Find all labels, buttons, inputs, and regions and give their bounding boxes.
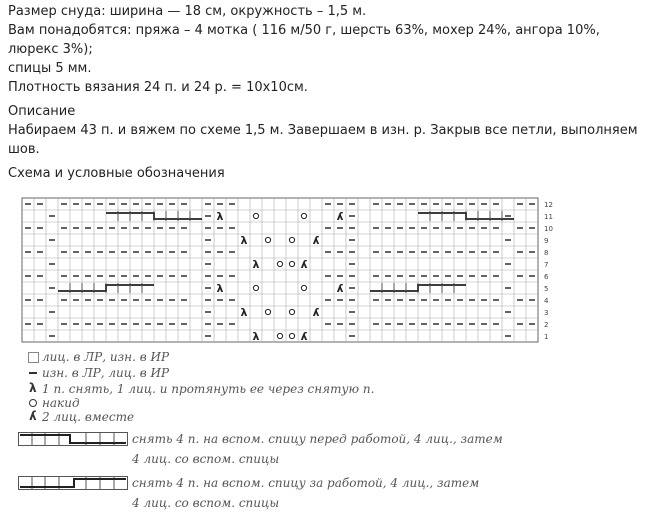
description-heading: Описание: [8, 104, 76, 119]
legend-circle-text: накид: [42, 396, 80, 410]
k2tog-stitch: λ: [336, 282, 344, 295]
skp-stitch: λ: [216, 210, 224, 223]
size-text: Размер снуда: ширина — 18 см, окружность – 1,5 м.: [8, 4, 367, 19]
scheme-heading: Схема и условные обозначения: [8, 166, 225, 181]
k2tog-stitch: λ: [312, 306, 320, 319]
k2tog-stitch: λ: [300, 258, 308, 271]
skp-stitch: λ: [216, 282, 224, 295]
legend-cable-front-line1: снять 4 п. на вспом. спицу перед работой, 4 лиц., затем: [132, 432, 503, 446]
row-number: 6: [544, 273, 549, 281]
row-number: 10: [544, 225, 553, 233]
skp-stitch: λ: [252, 258, 260, 271]
row-number: 7: [544, 261, 549, 269]
together-icon: λ: [29, 409, 37, 423]
description-line2: шов.: [8, 142, 40, 157]
description-line1: Набираем 43 п. и вяжем по схеме 1,5 м. Завершаем в изн. р. Закрыв все петли, выполняем: [8, 123, 638, 138]
yarn-text-line1: Вам понадобятся: пряжа – 4 мотка ( 116 м/50 г, шерсть 63%, мохер 24%, ангора 10%,: [8, 23, 600, 38]
skp-stitch: λ: [240, 306, 248, 319]
legend-dash-text: изн. в ЛР, лиц. в ИР: [42, 366, 170, 380]
legend-together-text: 2 лиц. вместе: [42, 410, 135, 424]
row-number: 1: [544, 333, 549, 341]
cable-front-icon: [18, 432, 128, 446]
row-number: 9: [544, 237, 549, 245]
legend-cable-back-line1: снять 4 п. на вспом. спицу за работой, 4 лиц., затем: [132, 476, 480, 490]
k2tog-stitch: λ: [312, 234, 320, 247]
row-number: 5: [544, 285, 549, 293]
legend-cable-front-line2: 4 лиц. со вспом. спицы: [132, 452, 280, 466]
dash-icon: [29, 372, 37, 374]
k2tog-stitch: λ: [300, 330, 308, 343]
needles-text: спицы 5 мм.: [8, 61, 92, 76]
density-text: Плотность вязания 24 п. и 24 р. = 10х10см.: [8, 80, 308, 95]
row-number: 8: [544, 249, 549, 257]
legend-blank-text: лиц. в ЛР, изн. в ИР: [42, 350, 170, 364]
lambda-icon: λ: [29, 381, 37, 395]
skp-stitch: λ: [240, 234, 248, 247]
legend-lambda-text: 1 п. снять, 1 лиц. и протянуть ее через снятую п.: [42, 382, 375, 396]
row-number: 11: [544, 213, 553, 221]
legend-cable-back-line2: 4 лиц. со вспом. спицы: [132, 496, 280, 510]
blank-square-icon: [28, 352, 39, 363]
knitting-chart: [20, 196, 575, 346]
row-number: 4: [544, 297, 549, 305]
circle-icon: [29, 399, 37, 407]
cable-back-icon: [18, 476, 128, 490]
skp-stitch: λ: [252, 330, 260, 343]
row-number: 2: [544, 321, 549, 329]
k2tog-stitch: λ: [336, 210, 344, 223]
yarn-text-line2: люрекс 3%);: [8, 42, 93, 57]
knitting-chart-grid: [20, 196, 575, 346]
row-number: 12: [544, 201, 553, 209]
row-number: 3: [544, 309, 549, 317]
